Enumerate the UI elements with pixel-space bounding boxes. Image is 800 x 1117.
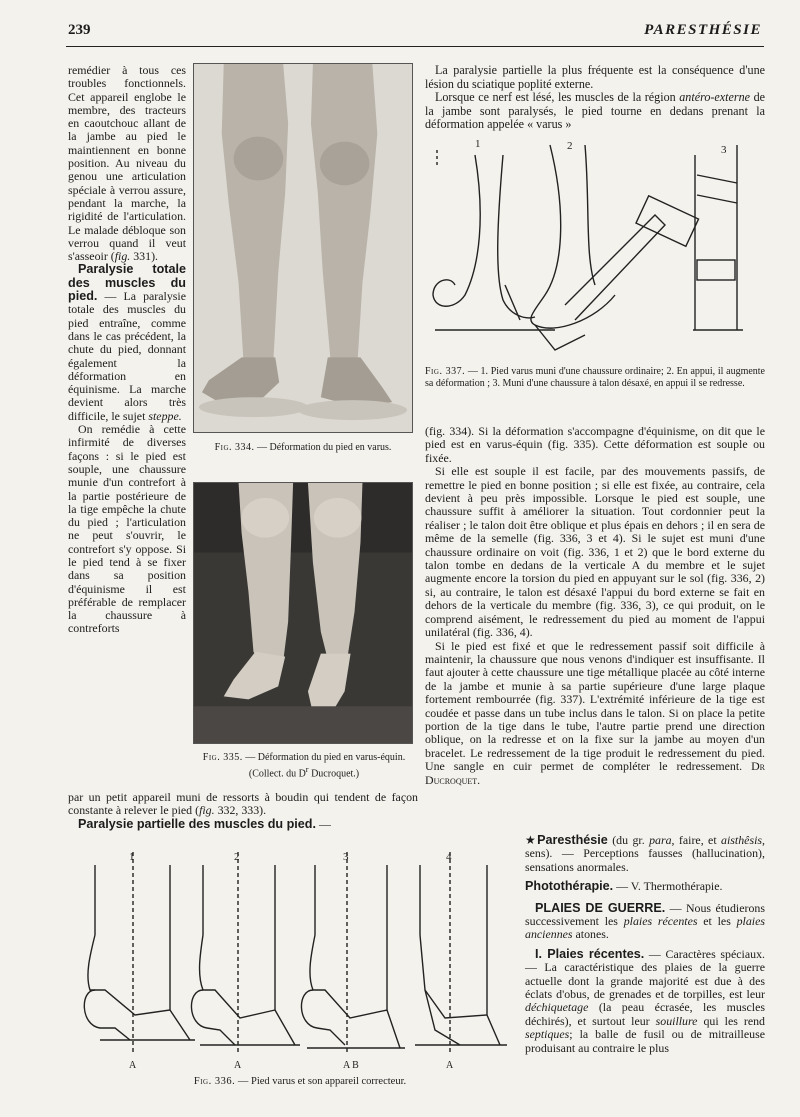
figure-335-caption: Fig. 335. — Déformation du pied en varus-équin. (Collect. du $D^r$ Ducroquet.) [202, 752, 406, 779]
entry-plaies-de-guerre: PLAIES DE GUERRE. [535, 900, 666, 915]
figure-336-number-4: 4 [446, 851, 452, 863]
heading-paralysie-totale: Paralysie totale des muscles du pied. [68, 262, 186, 304]
figure-337-number-2: 2 [567, 140, 573, 152]
figure-336-number-1: 1 [129, 851, 135, 863]
right-column-top-text: La paralysie partielle la plus fréquente est la conséquence d'une lésion du sciatique poplité externe. Lorsque ce nerf est lésé, les muscles de la région antéro-externe de la jambe sont paralysés, le pied tourne en dedans prenant la déformation appelée « varus » [425, 63, 765, 132]
running-head: PARESTHÉSIE [644, 22, 762, 38]
page-number: 239 [68, 22, 91, 38]
figure-334-caption: Fig. 334. — Déformation du pied en varus. [214, 442, 392, 453]
figure-334-photo [193, 63, 413, 433]
right-entries-text: ★Paresthésie (du gr. para, faire, et aisthêsis, sens). — Perceptions fausses (hallucination), sensations anormales. Photothérapie. — V. Thermothérapie. PLAIES DE GUERRE. — Nous étudierons successivement les plaies récentes et les plaies anciennes atones. I. Plaies récentes. — Caractères spéciaux. — La caractéristique des plaies de la guerre actuelle dont la grande majorité est due à des éclats d'obus, de grenades et de torpilles, est leur déchiquetage (la peau écrasée, les muscles déchirés), et surtout leur souillure qui les rend septiques; la balle de fusil ou de mitrailleuse produisant au contraire le plus [525, 833, 765, 1055]
header-rule [66, 46, 764, 47]
figure-337-caption: Fig. 337. — 1. Pied varus muni d'une chaussure ordinaire; 2. En appui, il augmente sa déformation ; 3. Muni d'une chaussure à talon désaxé, en appui il se redresse. [425, 366, 765, 389]
entry-plaies-recentes: I. Plaies récentes. [535, 946, 645, 961]
figure-336-label-1: A [129, 1060, 137, 1071]
entry-phototherapie: Photothérapie. [525, 879, 614, 894]
figure-336-number-3: 3 [343, 851, 349, 863]
figure-337-number-1: 1 [475, 138, 481, 150]
figure-336-number-2: 2 [234, 851, 240, 863]
heading-paralysie-partielle: Paralysie partielle des muscles du pied. [78, 816, 316, 831]
figure-337-number-3: 3 [721, 144, 727, 156]
left-wide-text: par un petit appareil muni de ressorts à boudin qui tendent de façon constante à relever le pied (fig. 332, 333). Paralysie partielle des muscles du pied. — [68, 790, 418, 831]
figure-336-drawing [75, 840, 515, 1075]
entry-paresthesie: Paresthésie [537, 833, 608, 847]
right-column-main-text: (fig. 334). Si la déformation s'accompagne d'équinisme, on dit que le pied est en varus-équin (fig. 335). Cette déformation est souple ou fixée. Si elle est souple il est facile, par des mouvements passifs, de remettre le pied en bonne position ; si elle est fixée, au contraire, cela devient à peu près impossible. Lorsque le pied est souple, une chaussure suffit à améliorer la situation. Tout cordonnier peut la réaliser ; le talon doit être oblique et plus épais en dehors ; il en sera de même de la semelle (fig. 336, 3 et 4). Si le sujet est muni d'une chaussure ordinaire on voit (fig. 336, 1 et 2) que le bord externe du talon tombe en dedans de la verticale A du membre et le sujet augmente encore la torsion du pied en appuyant sur le sol (fig. 336, 2) si, au contraire, le talon est désaxé l'appui du bord externe se fait en dehors de la verticale du membre (fig. 336, 3), ce qui produit, on le comprend aisément, le redressement du pied au moment de l'appui unilatéral (fig. 336, 4). Si le pied est fixé et que le redressement passif soit difficile à maintenir, la chaussure que nous venons d'indiquer est insuffisante. Il faut ajouter à cette chaussure une tige métallique placée au côté interne de la jambe et munie à sa partie supérieure d'une large plaque fortement rembourrée (fig. 337). L'extrémité inférieure de la tige est coudée et passe dans un tube inclus dans le talon. Si on place la petite portion de la tige dans le tube, l'autre partie prend une direction oblique, on la redresse et on la fixe sur la jambe au moyen d'un bracelet. Le redressement de la tige produit le redressement du pied. Une sangle en cuir permet de compléter le redressement. Dr Ducroquet. [425, 424, 765, 787]
figure-336-label-4: A [446, 1060, 454, 1071]
figure-335-photo [193, 482, 413, 744]
figure-337-drawing [425, 135, 765, 360]
figure-336-caption: Fig. 336. — Pied varus et son appareil correcteur. [193, 1076, 407, 1087]
left-column-text: remédier à tous ces troubles fonctionnels. Cet appareil englobe le membre, des tracteurs en caoutchouc allant de la jambe au pied le maintiennent en bonne position. Au niveau du genou une articulation spéciale à verrou assure, pendant la marche, la rigidité de l'articulation. Le malade débloque son verrou quand il veut s'asseoir (fig. 331). Paralysie totale des muscles du pied. — La paralysie totale des muscles du pied entraîne, comme dans le cas précédent, la chute du pied, donnant également la déformation en équinisme. La marche devient alors très difficile, le sujet steppe. On remédie à cette infirmité de diverses façons : si le pied est souple, une chaussure munie d'un contrefort à la partie postérieure de la tige empêche la chute du pied ; l'articulation ne peut s'ouvrir, le contrefort s'y oppose. Si le pied tend à se fixer dans sa position d'équinisme il est préférable de remplacer la chaussure à contreforts [68, 63, 186, 636]
figure-336-label-2: A [234, 1060, 242, 1071]
figure-336-label-3: A B [343, 1060, 359, 1071]
